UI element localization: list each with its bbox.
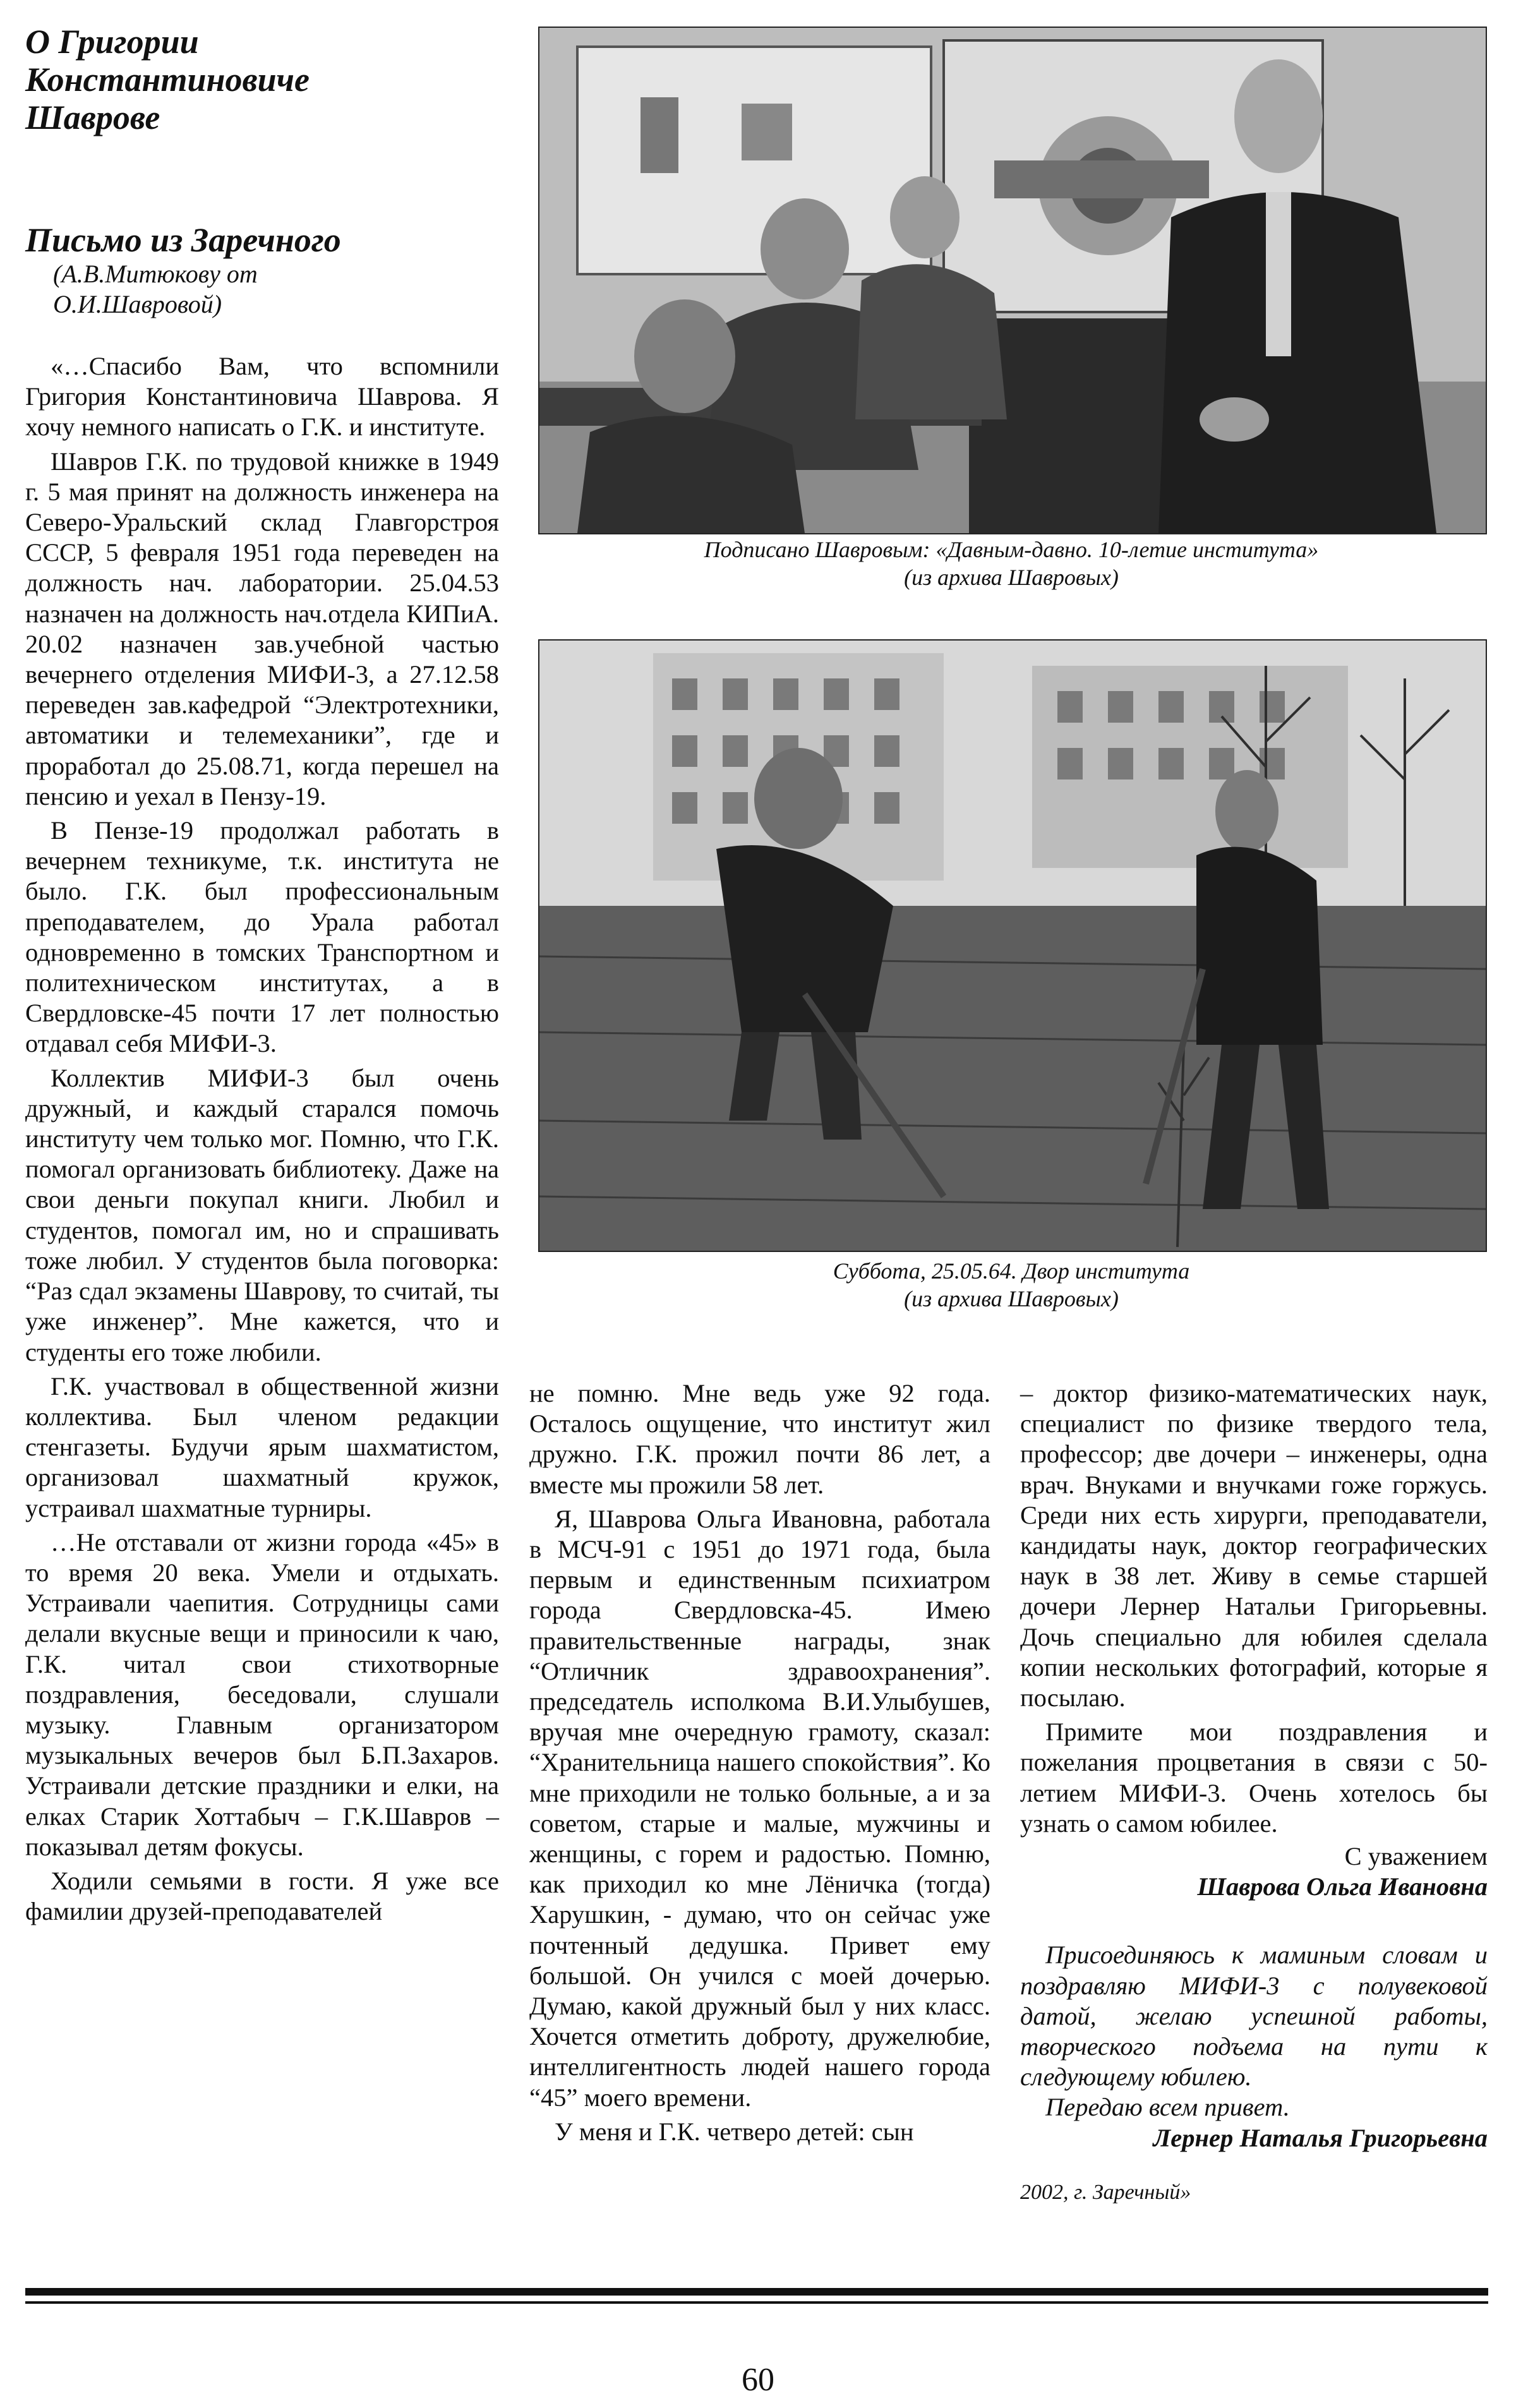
postscript: Присоединяюсь к маминым словам и поздравляю МИФИ-3 с полувековой датой, желаю успешной работы, творческого подъема на пути к следующему юбилею. bbox=[1020, 1941, 1488, 2092]
paragraph: Шавров Г.К. по трудовой книжке в 1949 г. 5 мая принят на должность инженера на Северо-Уральский склад Главгорстроя СССР, 5 февраля 1951 года переведен на должность нач. лаборатории. 25.04.53 назначен на должность нач.отдела КИПиА. 20.02 назначен зав.учебной частью вечернего отделения МИФИ-3, а 27.12.58 переведен зав.кафедрой “Электротехники, автоматики и телемеханики”, где и проработал до 25.08.71, когда перешел на пенсию и уехал в Пензу-19. bbox=[25, 447, 499, 810]
footer-rule-thick bbox=[25, 2288, 1488, 2296]
paragraph: Примите мои поздравления и пожелания процветания в связи с 50-летием МИФИ-3. Очень хотелось бы узнать о самом юбилее. bbox=[1020, 1718, 1488, 1838]
caption-line: Подписано Шавровым: «Давным-давно. 10-летие института» bbox=[704, 537, 1319, 562]
article-heading: О Григории Константиновиче Шаврове bbox=[25, 23, 310, 136]
signature-daughter: Лернер Наталья Григорьевна bbox=[1153, 2123, 1488, 2152]
greeting: Передаю всем привет. bbox=[1045, 2093, 1290, 2122]
caption-line: (из архива Шавровых) bbox=[904, 1286, 1119, 1311]
paragraph: «…Спасибо Вам, что вспомнили Григория Константиновича Шаврова. Я хочу немного написать о Г.К. и институте. bbox=[25, 352, 499, 442]
paragraph: Ходили семьями в гости. Я уже все фамилии друзей-преподавателей bbox=[25, 1866, 499, 1926]
photo-yard-caption bbox=[538, 1257, 1484, 1313]
date-place: 2002, г. Заречный» bbox=[1020, 2180, 1191, 2204]
letter-recipients: (А.В.Митюкову от О.И.Шавровой) bbox=[53, 260, 258, 318]
yard-photo-image bbox=[539, 641, 1486, 1251]
letter-column-2 bbox=[529, 1378, 990, 2147]
letter-column-3 bbox=[1020, 1378, 1488, 2206]
footer-rule-thin bbox=[25, 2301, 1488, 2304]
paragraph: не помню. Мне ведь уже 92 года. Осталось ощущение, что институт жил дружно. Г.К. прожил почти 86 лет, а вместе мы прожили 58 лет. bbox=[529, 1379, 990, 1499]
letter-title: Письмо из Заречного bbox=[25, 221, 341, 259]
paragraph: …Не отставали от жизни города «45» в то время 20 века. Умели и отдыхать. Устраивали чаепития. Сотрудницы сами делали вкусные вещи и приносили к чаю, Г.К. читал свои стихотворные поздравления, беседовали, слушали музыку. Главным организатором музыкальных вечеров был Б.П.Захаров. Устраивали детские праздники и елки, на елках Старик Хоттабыч – Г.К.Шавров – показывал детям фокусы. bbox=[25, 1527, 499, 1861]
paragraph: Г.К. участвовал в общественной жизни коллектива. Был членом редакции стенгазеты. Будучи ярым шахматистом, организовал шахматный кружок, устраивал шахматные турниры. bbox=[25, 1371, 499, 1522]
letter-column-1 bbox=[25, 351, 499, 1927]
caption-line: Суббота, 25.05.64. Двор института bbox=[833, 1258, 1190, 1284]
photo-yard bbox=[538, 639, 1487, 1252]
closing: С уважением bbox=[1344, 1842, 1488, 1871]
paragraph: Я, Шаврова Ольга Ивановна, работала в МСЧ-91 с 1951 до 1971 года, была первым и единственным психиатром города Свердловска-45. Имею правительственные награды, знак “Отличник здравоохранения”. председатель исполкома В.И.Улыбушев, вручая мне очередную грамоту, сказал: “Хранительница нашего спокойствия”. Ко мне приходили не только больные, а и за советом, старые и малые, мужчины и женщины, с горем и радостью. Помню, как приходил ко мне Лёничка (тогда) Харушкин, - думаю, что он сейчас уже почтенный дедушка. Привет ему большой. Он учился с моей дочерью. Думаю, какой дружный был у них класс. Хочется отметить доброту, дружелюбие, интеллигентность людей нашего города “45” моего времени. bbox=[529, 1504, 990, 2112]
page-number: 60 bbox=[742, 2362, 774, 2398]
signature-mother: Шаврова Ольга Ивановна bbox=[1197, 1872, 1488, 1901]
caption-line: (из архива Шавровых) bbox=[904, 565, 1119, 590]
photo-classroom-caption bbox=[538, 536, 1484, 591]
classroom-photo-image bbox=[539, 28, 1486, 533]
photo-classroom bbox=[538, 27, 1487, 534]
paragraph: У меня и Г.К. четверо детей: сын bbox=[555, 2117, 914, 2146]
paragraph: Коллектив МИФИ-3 был очень дружный, и каждый старался помочь институту чем только мог. Помню, что Г.К. помогал организовать библиотеку. Даже на свои деньги покупал книги. Любил и студентов, помогал им, но и спрашивать тоже любил. У студентов была поговорка: “Раз сдал экзамены Шаврову, то считай, ты уже инженер”. Мне кажется, что и студенты его тоже любили. bbox=[25, 1063, 499, 1366]
paragraph: – доктор физико-математических наук, специалист по физике твердого тела, профессор; две дочери – инженеры, одна врач. Внуками и внучками гоже горжусь. Среди них есть хирурги, преподаватели, кандидаты наук, доктор географических наук в 38 лет. Живу в семье старшей дочери Лернер Натальи Григорьевны. Дочь специально для юбилея сделала копии нескольких фотографий, которые я посылаю. bbox=[1020, 1379, 1488, 1713]
paragraph: В Пензе-19 продолжал работать в вечернем техникуме, т.к. института не было. Г.К. был профессиональным преподавателем, до Урала работал одновременно в томских Транспортном и политехническом институтах, а в Свердловске-45 почти 17 лет полностью отдавал себя МИФИ-3. bbox=[25, 816, 499, 1058]
